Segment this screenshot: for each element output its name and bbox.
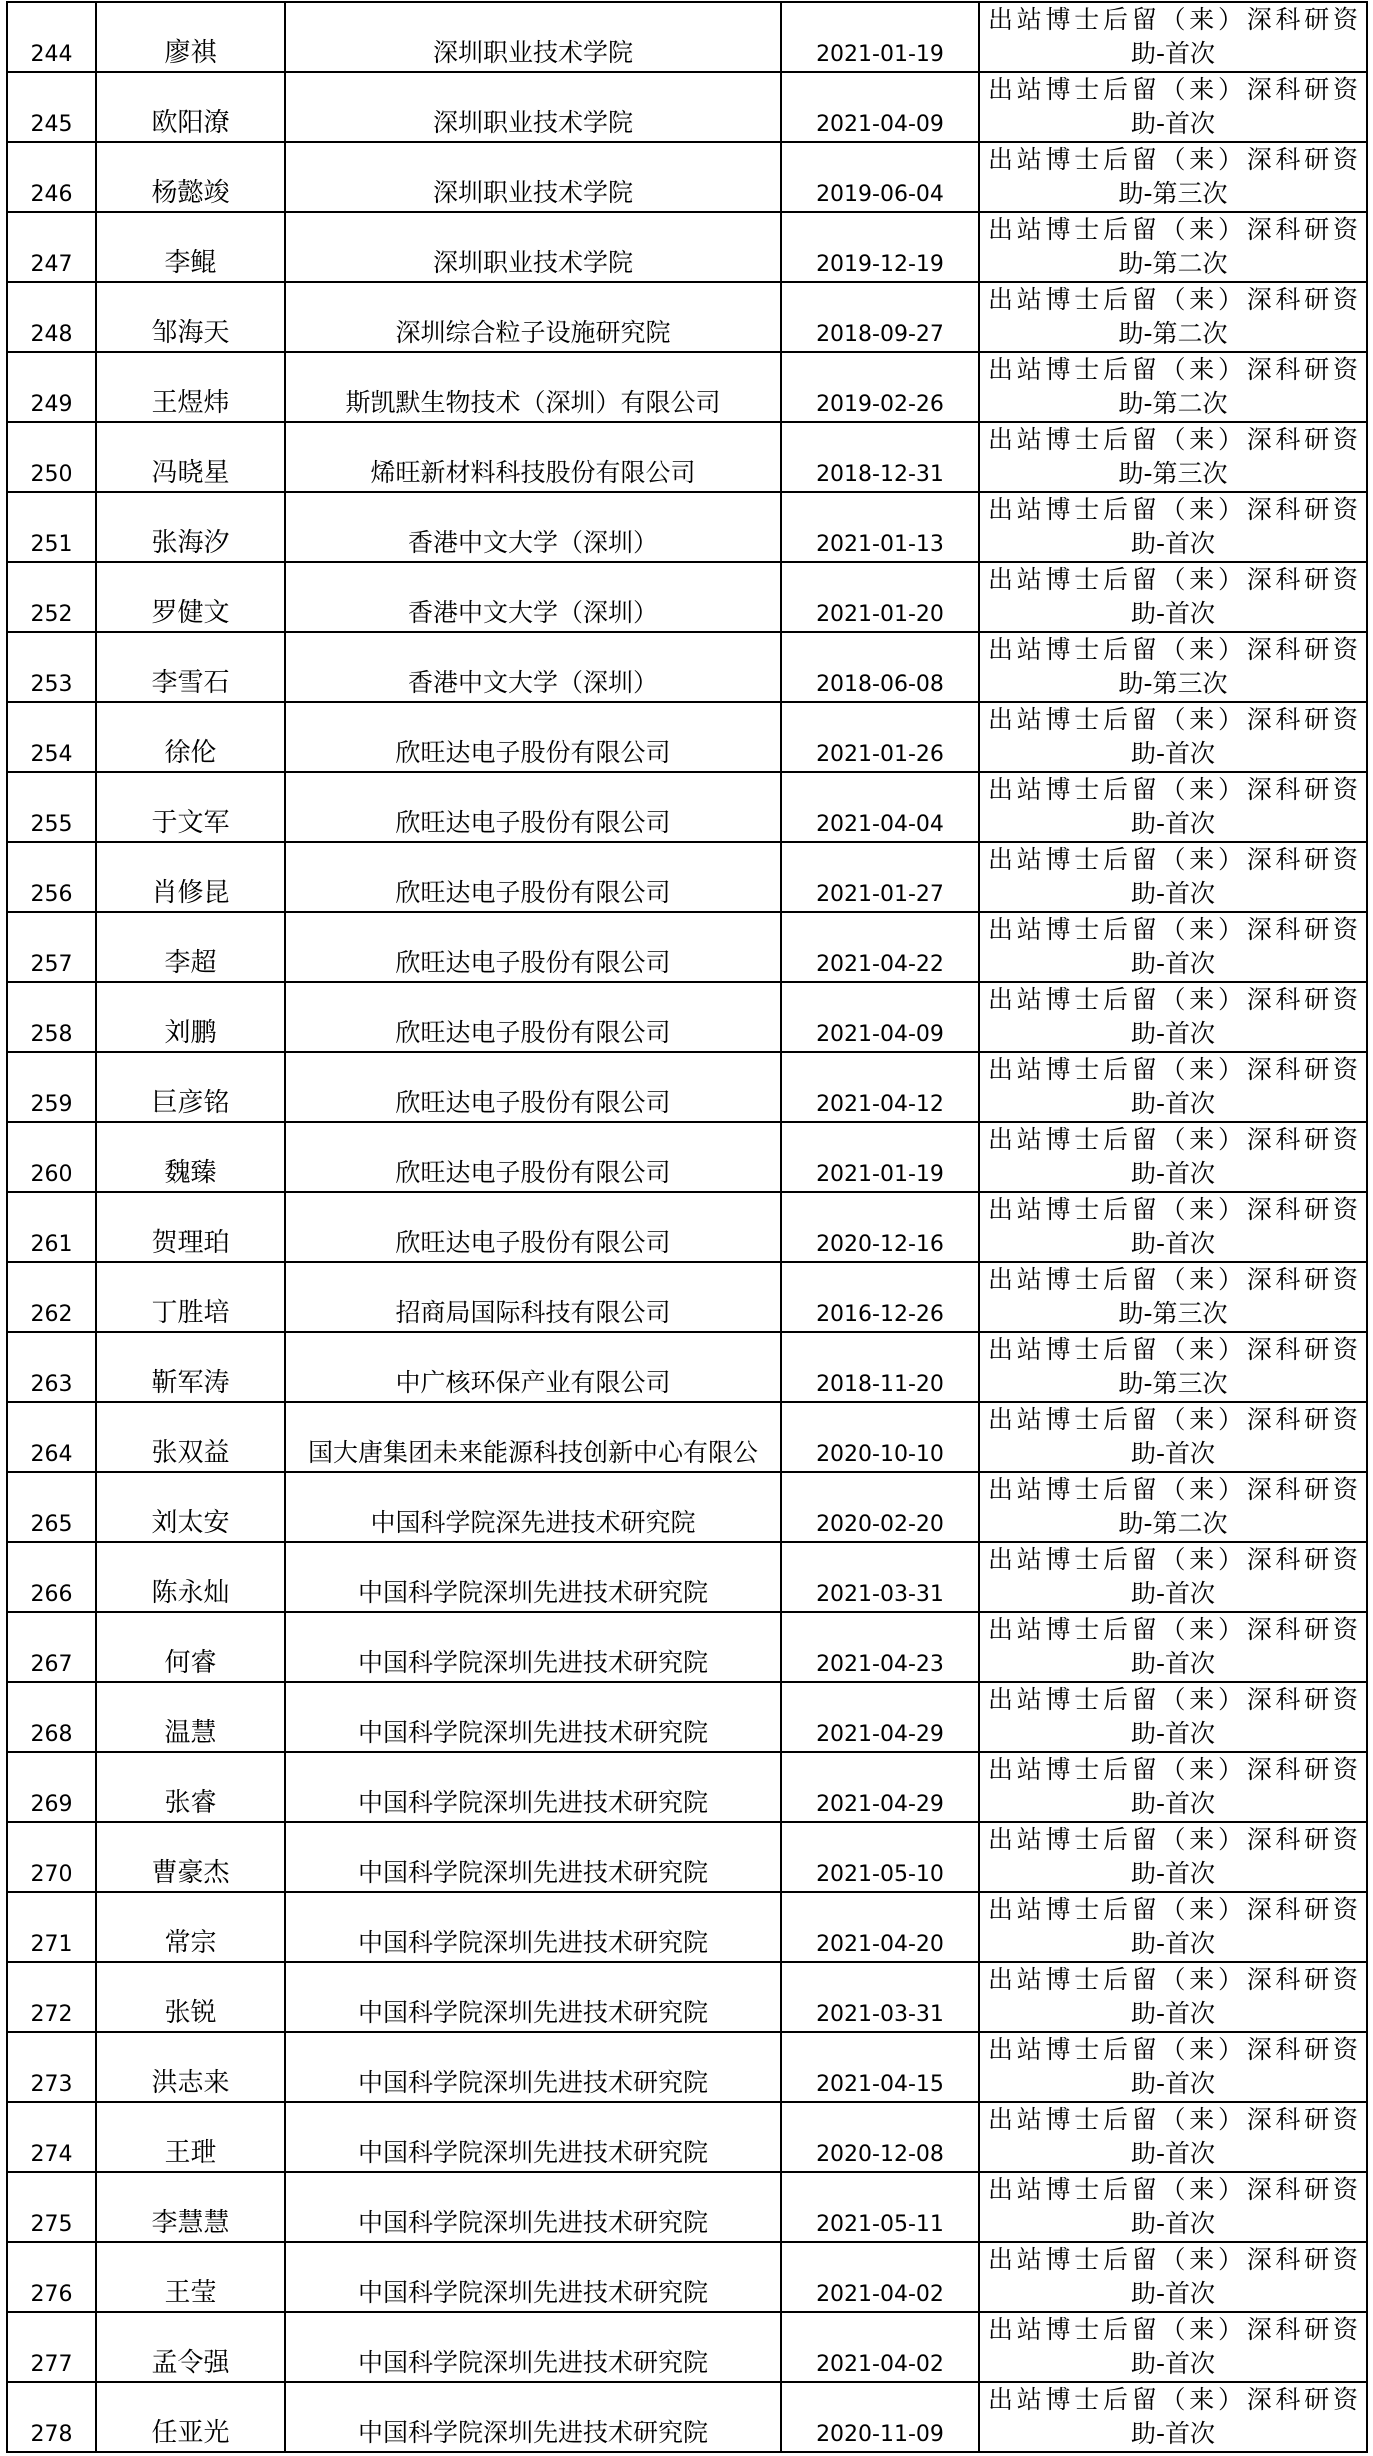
- organization: 深圳职业技术学院: [285, 72, 781, 142]
- person-name: 刘太安: [96, 1472, 285, 1542]
- person-name: 邹海天: [96, 282, 285, 352]
- person-name: 张锐: [96, 1962, 285, 2032]
- date: 2020-02-20: [781, 1472, 979, 1542]
- person-name: 陈永灿: [96, 1542, 285, 1612]
- table-row: [7, 772, 1367, 842]
- person-name: 巨彦铭: [96, 1052, 285, 1122]
- subsidy-type-line1: 出站博士后留（来）深科研资: [988, 2035, 1358, 2064]
- subsidy-type-line1: 出站博士后留（来）深科研资: [988, 1965, 1358, 1994]
- subsidy-type-line1: 出站博士后留（来）深科研资: [988, 5, 1358, 34]
- subsidy-type-line1: 出站博士后留（来）深科研资: [988, 1195, 1358, 1224]
- subsidy-type: [979, 2032, 1367, 2102]
- table-row: [7, 2242, 1367, 2312]
- table-row: [7, 2, 1367, 72]
- date: 2021-04-02: [781, 2312, 979, 2382]
- subsidy-type: [979, 212, 1367, 282]
- subsidy-type-line1: 出站博士后留（来）深科研资: [988, 1335, 1358, 1364]
- subsidy-type-line1: 出站博士后留（来）深科研资: [988, 425, 1358, 454]
- subsidy-type-line1: 出站博士后留（来）深科研资: [988, 1545, 1358, 1574]
- date: 2018-06-08: [781, 632, 979, 702]
- table-row: [7, 142, 1367, 212]
- subsidy-type-line2: 助-首次: [1130, 879, 1216, 908]
- subsidy-type: [979, 72, 1367, 142]
- subsidy-type: [979, 982, 1367, 1052]
- subsidy-type-line1: 出站博士后留（来）深科研资: [988, 1125, 1358, 1154]
- table-row: [7, 2382, 1367, 2452]
- person-name: 靳军涛: [96, 1332, 285, 1402]
- person-name: 任亚光: [96, 2382, 285, 2452]
- row-number: 274: [7, 2102, 96, 2172]
- date: 2021-01-20: [781, 562, 979, 632]
- row-number: 249: [7, 352, 96, 422]
- subsidy-type-line2: 助-首次: [1130, 1159, 1216, 1188]
- table-row: [7, 1682, 1367, 1752]
- date: 2018-12-31: [781, 422, 979, 492]
- date: 2021-04-09: [781, 72, 979, 142]
- date: 2021-04-02: [781, 2242, 979, 2312]
- subsidy-type-line1: 出站博士后留（来）深科研资: [988, 2105, 1358, 2134]
- row-number: 247: [7, 212, 96, 282]
- subsidy-type: [979, 1192, 1367, 1262]
- row-number: 253: [7, 632, 96, 702]
- table-row: [7, 72, 1367, 142]
- subsidy-type-line1: 出站博士后留（来）深科研资: [988, 1825, 1358, 1854]
- organization: 斯凯默生物技术（深圳）有限公司: [285, 352, 781, 422]
- row-number: 266: [7, 1542, 96, 1612]
- row-number: 259: [7, 1052, 96, 1122]
- subsidy-type-line2: 助-首次: [1130, 1929, 1216, 1958]
- row-number: 254: [7, 702, 96, 772]
- person-name: 杨懿竣: [96, 142, 285, 212]
- person-name: 李慧慧: [96, 2172, 285, 2242]
- organization: 中国科学院深圳先进技术研究院: [285, 2172, 781, 2242]
- organization: 中国科学院深圳先进技术研究院: [285, 1542, 781, 1612]
- subsidy-type: [979, 1332, 1367, 1402]
- organization: 深圳职业技术学院: [285, 2, 781, 72]
- date: 2021-01-19: [781, 2, 979, 72]
- table-row: [7, 2032, 1367, 2102]
- subsidy-type: [979, 772, 1367, 842]
- subsidy-type-line2: 助-首次: [1130, 2419, 1216, 2448]
- date: 2021-04-12: [781, 1052, 979, 1122]
- subsidy-type-line1: 出站博士后留（来）深科研资: [988, 2175, 1358, 2204]
- subsidy-type: [979, 632, 1367, 702]
- row-number: 260: [7, 1122, 96, 1192]
- person-name: 李雪石: [96, 632, 285, 702]
- subsidy-type-line2: 助-首次: [1130, 2209, 1216, 2238]
- subsidy-type: [979, 1472, 1367, 1542]
- row-number: 257: [7, 912, 96, 982]
- date: 2019-06-04: [781, 142, 979, 212]
- table-row: [7, 212, 1367, 282]
- row-number: 250: [7, 422, 96, 492]
- person-name: 王煜炜: [96, 352, 285, 422]
- person-name: 肖修昆: [96, 842, 285, 912]
- subsidy-type: [979, 1612, 1367, 1682]
- table-row: [7, 842, 1367, 912]
- organization: 国大唐集团未来能源科技创新中心有限公: [285, 1402, 781, 1472]
- subsidy-type-line2: 助-首次: [1130, 1859, 1216, 1888]
- table-row: [7, 1822, 1367, 1892]
- subsidy-type-line1: 出站博士后留（来）深科研资: [988, 985, 1358, 1014]
- table-row: [7, 912, 1367, 982]
- table-row: [7, 352, 1367, 422]
- subsidy-type-line1: 出站博士后留（来）深科研资: [988, 2245, 1358, 2274]
- organization: 深圳职业技术学院: [285, 212, 781, 282]
- row-number: 271: [7, 1892, 96, 1962]
- person-name: 何睿: [96, 1612, 285, 1682]
- subsidy-type: [979, 1542, 1367, 1612]
- subsidy-type-line1: 出站博士后留（来）深科研资: [988, 845, 1358, 874]
- row-number: 264: [7, 1402, 96, 1472]
- row-number: 273: [7, 2032, 96, 2102]
- organization: 中国科学院深圳先进技术研究院: [285, 2102, 781, 2172]
- date: 2018-09-27: [781, 282, 979, 352]
- date: 2016-12-26: [781, 1262, 979, 1332]
- subsidy-type-line2: 助-首次: [1130, 599, 1216, 628]
- subsidy-type-line1: 出站博士后留（来）深科研资: [988, 1615, 1358, 1644]
- subsidy-type-line1: 出站博士后留（来）深科研资: [988, 2315, 1358, 2344]
- person-name: 魏臻: [96, 1122, 285, 1192]
- subsidy-type-line2: 助-第二次: [1118, 249, 1228, 278]
- person-name: 贺理珀: [96, 1192, 285, 1262]
- subsidy-type: [979, 1052, 1367, 1122]
- date: 2021-04-29: [781, 1752, 979, 1822]
- table-row: [7, 1612, 1367, 1682]
- subsidy-type-line1: 出站博士后留（来）深科研资: [988, 1755, 1358, 1784]
- organization: 中国科学院深圳先进技术研究院: [285, 1682, 781, 1752]
- person-name: 李超: [96, 912, 285, 982]
- table-row: [7, 2102, 1367, 2172]
- row-number: 255: [7, 772, 96, 842]
- person-name: 廖祺: [96, 2, 285, 72]
- subsidy-type-line2: 助-第二次: [1118, 389, 1228, 418]
- subsidy-type-line1: 出站博士后留（来）深科研资: [988, 775, 1358, 804]
- subsidy-type-line1: 出站博士后留（来）深科研资: [988, 1405, 1358, 1434]
- subsidy-type-line2: 助-第三次: [1118, 459, 1228, 488]
- organization: 欣旺达电子股份有限公司: [285, 772, 781, 842]
- organization: 香港中文大学（深圳）: [285, 632, 781, 702]
- table-row: [7, 1192, 1367, 1262]
- organization: 香港中文大学（深圳）: [285, 562, 781, 632]
- subsidy-type-line2: 助-首次: [1130, 2069, 1216, 2098]
- subsidy-type-line1: 出站博士后留（来）深科研资: [988, 75, 1358, 104]
- table-row: [7, 702, 1367, 772]
- row-number: 267: [7, 1612, 96, 1682]
- table-row: [7, 1752, 1367, 1822]
- date: 2021-04-15: [781, 2032, 979, 2102]
- organization: 中国科学院深圳先进技术研究院: [285, 1962, 781, 2032]
- subsidy-type: [979, 2102, 1367, 2172]
- subsidy-type-line2: 助-首次: [1130, 529, 1216, 558]
- date: 2021-05-11: [781, 2172, 979, 2242]
- date: 2021-03-31: [781, 1542, 979, 1612]
- date: 2021-04-22: [781, 912, 979, 982]
- subsidy-type: [979, 1262, 1367, 1332]
- date: 2021-04-20: [781, 1892, 979, 1962]
- subsidy-type: [979, 912, 1367, 982]
- subsidy-type-line2: 助-首次: [1130, 1439, 1216, 1468]
- subsidy-type-line2: 助-首次: [1130, 1579, 1216, 1608]
- row-number: 261: [7, 1192, 96, 1262]
- organization: 中国科学院深圳先进技术研究院: [285, 1752, 781, 1822]
- organization: 欣旺达电子股份有限公司: [285, 1052, 781, 1122]
- date: 2018-11-20: [781, 1332, 979, 1402]
- person-name: 刘鹏: [96, 982, 285, 1052]
- subsidy-type-line2: 助-第二次: [1118, 319, 1228, 348]
- subsidy-type: [979, 1752, 1367, 1822]
- subsidy-type-line2: 助-首次: [1130, 1229, 1216, 1258]
- row-number: 262: [7, 1262, 96, 1332]
- organization: 中国科学院深圳先进技术研究院: [285, 2312, 781, 2382]
- subsidy-type: [979, 1892, 1367, 1962]
- date: 2021-01-13: [781, 492, 979, 562]
- organization: 欣旺达电子股份有限公司: [285, 1122, 781, 1192]
- subsidy-type-line2: 助-首次: [1130, 2349, 1216, 2378]
- subsidy-type-line1: 出站博士后留（来）深科研资: [988, 1475, 1358, 1504]
- person-name: 温慧: [96, 1682, 285, 1752]
- person-name: 张睿: [96, 1752, 285, 1822]
- table-row: [7, 1962, 1367, 2032]
- person-name: 张双益: [96, 1402, 285, 1472]
- row-number: 265: [7, 1472, 96, 1542]
- subsidy-type-line2: 助-首次: [1130, 39, 1216, 68]
- row-number: 244: [7, 2, 96, 72]
- subsidy-type: [979, 352, 1367, 422]
- date: 2020-12-08: [781, 2102, 979, 2172]
- subsidy-type-line2: 助-首次: [1130, 1789, 1216, 1818]
- organization: 中广核环保产业有限公司: [285, 1332, 781, 1402]
- subsidy-type-line2: 助-首次: [1130, 949, 1216, 978]
- date: 2020-10-10: [781, 1402, 979, 1472]
- organization: 烯旺新材料科技股份有限公司: [285, 422, 781, 492]
- subsidy-type-line2: 助-首次: [1130, 1719, 1216, 1748]
- person-name: 欧阳潦: [96, 72, 285, 142]
- subsidy-type-line2: 助-首次: [1130, 1019, 1216, 1048]
- date: 2021-04-23: [781, 1612, 979, 1682]
- subsidy-type-line1: 出站博士后留（来）深科研资: [988, 215, 1358, 244]
- subsidy-type-line1: 出站博士后留（来）深科研资: [988, 1685, 1358, 1714]
- person-name: 洪志来: [96, 2032, 285, 2102]
- row-number: 275: [7, 2172, 96, 2242]
- subsidy-type-line1: 出站博士后留（来）深科研资: [988, 1265, 1358, 1294]
- organization: 香港中文大学（深圳）: [285, 492, 781, 562]
- subsidy-type-line1: 出站博士后留（来）深科研资: [988, 705, 1358, 734]
- subsidy-type-line2: 助-首次: [1130, 1089, 1216, 1118]
- subsidy-type-line1: 出站博士后留（来）深科研资: [988, 565, 1358, 594]
- row-number: 277: [7, 2312, 96, 2382]
- person-name: 冯晓星: [96, 422, 285, 492]
- row-number: 246: [7, 142, 96, 212]
- person-name: 丁胜培: [96, 1262, 285, 1332]
- subsidy-type: [979, 842, 1367, 912]
- subsidy-type-line1: 出站博士后留（来）深科研资: [988, 635, 1358, 664]
- subsidy-type-line2: 助-第三次: [1118, 669, 1228, 698]
- row-number: 269: [7, 1752, 96, 1822]
- organization: 欣旺达电子股份有限公司: [285, 1192, 781, 1262]
- subsidy-type-line1: 出站博士后留（来）深科研资: [988, 355, 1358, 384]
- row-number: 251: [7, 492, 96, 562]
- date: 2021-01-19: [781, 1122, 979, 1192]
- organization: 欣旺达电子股份有限公司: [285, 842, 781, 912]
- organization: 中国科学院深先进技术研究院: [285, 1472, 781, 1542]
- table-row: [7, 492, 1367, 562]
- row-number: 248: [7, 282, 96, 352]
- table-row: [7, 632, 1367, 702]
- subsidy-type-line1: 出站博士后留（来）深科研资: [988, 495, 1358, 524]
- subsidy-type-line2: 助-第二次: [1118, 1509, 1228, 1538]
- subsidy-type: [979, 702, 1367, 772]
- person-name: 常宗: [96, 1892, 285, 1962]
- subsidy-type: [979, 142, 1367, 212]
- person-name: 李鲲: [96, 212, 285, 282]
- row-number: 272: [7, 1962, 96, 2032]
- date: 2019-12-19: [781, 212, 979, 282]
- subsidy-type-line1: 出站博士后留（来）深科研资: [988, 285, 1358, 314]
- row-number: 258: [7, 982, 96, 1052]
- date: 2021-01-27: [781, 842, 979, 912]
- subsidy-type: [979, 1822, 1367, 1892]
- person-name: 于文军: [96, 772, 285, 842]
- person-name: 王玴: [96, 2102, 285, 2172]
- subsidy-type-line2: 助-首次: [1130, 2279, 1216, 2308]
- organization: 中国科学院深圳先进技术研究院: [285, 1822, 781, 1892]
- organization: 欣旺达电子股份有限公司: [285, 702, 781, 772]
- table-row: [7, 2312, 1367, 2382]
- table-row: [7, 282, 1367, 352]
- subsidy-type-line2: 助-首次: [1130, 809, 1216, 838]
- subsidy-type: [979, 2172, 1367, 2242]
- row-number: 245: [7, 72, 96, 142]
- date: 2021-01-26: [781, 702, 979, 772]
- subsidy-type-line2: 助-首次: [1130, 1649, 1216, 1678]
- date: 2021-03-31: [781, 1962, 979, 2032]
- subsidy-type: [979, 422, 1367, 492]
- organization: 中国科学院深圳先进技术研究院: [285, 2242, 781, 2312]
- subsidy-type-line2: 助-首次: [1130, 2139, 1216, 2168]
- table-row: [7, 1262, 1367, 1332]
- table-row: [7, 1052, 1367, 1122]
- date: 2020-12-16: [781, 1192, 979, 1262]
- row-number: 278: [7, 2382, 96, 2452]
- subsidy-type-line1: 出站博士后留（来）深科研资: [988, 2385, 1358, 2414]
- subsidy-type-line2: 助-第三次: [1118, 179, 1228, 208]
- subsidy-type: [979, 562, 1367, 632]
- row-number: 256: [7, 842, 96, 912]
- subsidy-type: [979, 1962, 1367, 2032]
- subsidy-type: [979, 2, 1367, 72]
- table-body: [7, 2, 1367, 2452]
- person-name: 徐伦: [96, 702, 285, 772]
- row-number: 252: [7, 562, 96, 632]
- table-row: [7, 1472, 1367, 1542]
- organization: 欣旺达电子股份有限公司: [285, 912, 781, 982]
- row-number: 268: [7, 1682, 96, 1752]
- subsidy-type: [979, 2382, 1367, 2452]
- subsidy-type-line2: 助-首次: [1130, 739, 1216, 768]
- subsidy-type: [979, 492, 1367, 562]
- person-name: 罗健文: [96, 562, 285, 632]
- date: 2021-05-10: [781, 1822, 979, 1892]
- table-row: [7, 1892, 1367, 1962]
- subsidy-type: [979, 1402, 1367, 1472]
- row-number: 276: [7, 2242, 96, 2312]
- subsidy-type-line1: 出站博士后留（来）深科研资: [988, 145, 1358, 174]
- organization: 招商局国际科技有限公司: [285, 1262, 781, 1332]
- organization: 中国科学院深圳先进技术研究院: [285, 2382, 781, 2452]
- table-row: [7, 1332, 1367, 1402]
- subsidy-type-line2: 助-第三次: [1118, 1369, 1228, 1398]
- person-name: 曹豪杰: [96, 1822, 285, 1892]
- subsidy-type-line2: 助-首次: [1130, 1999, 1216, 2028]
- date: 2021-04-09: [781, 982, 979, 1052]
- table-row: [7, 1122, 1367, 1192]
- table-row: [7, 422, 1367, 492]
- date: 2021-04-29: [781, 1682, 979, 1752]
- subsidy-type: [979, 1682, 1367, 1752]
- person-name: 张海汐: [96, 492, 285, 562]
- date: 2019-02-26: [781, 352, 979, 422]
- subsidy-type: [979, 2242, 1367, 2312]
- subsidy-type-line1: 出站博士后留（来）深科研资: [988, 915, 1358, 944]
- organization: 深圳综合粒子设施研究院: [285, 282, 781, 352]
- date: 2021-04-04: [781, 772, 979, 842]
- date: 2020-11-09: [781, 2382, 979, 2452]
- table-row: [7, 1402, 1367, 1472]
- row-number: 263: [7, 1332, 96, 1402]
- table-row: [7, 982, 1367, 1052]
- subsidy-type: [979, 1122, 1367, 1192]
- organization: 中国科学院深圳先进技术研究院: [285, 1892, 781, 1962]
- organization: 中国科学院深圳先进技术研究院: [285, 2032, 781, 2102]
- table-row: [7, 2172, 1367, 2242]
- organization: 欣旺达电子股份有限公司: [285, 982, 781, 1052]
- subsidy-type: [979, 282, 1367, 352]
- subsidy-type-line2: 助-首次: [1130, 109, 1216, 138]
- organization: 中国科学院深圳先进技术研究院: [285, 1612, 781, 1682]
- organization: 深圳职业技术学院: [285, 142, 781, 212]
- table-row: [7, 1542, 1367, 1612]
- subsidy-type-line1: 出站博士后留（来）深科研资: [988, 1895, 1358, 1924]
- subsidy-type-line1: 出站博士后留（来）深科研资: [988, 1055, 1358, 1084]
- person-name: 王莹: [96, 2242, 285, 2312]
- subsidy-type-line2: 助-第三次: [1118, 1299, 1228, 1328]
- subsidy-type: [979, 2312, 1367, 2382]
- row-number: 270: [7, 1822, 96, 1892]
- person-name: 孟令强: [96, 2312, 285, 2382]
- subsidy-list-table: [6, 1, 1368, 2453]
- table-row: [7, 562, 1367, 632]
